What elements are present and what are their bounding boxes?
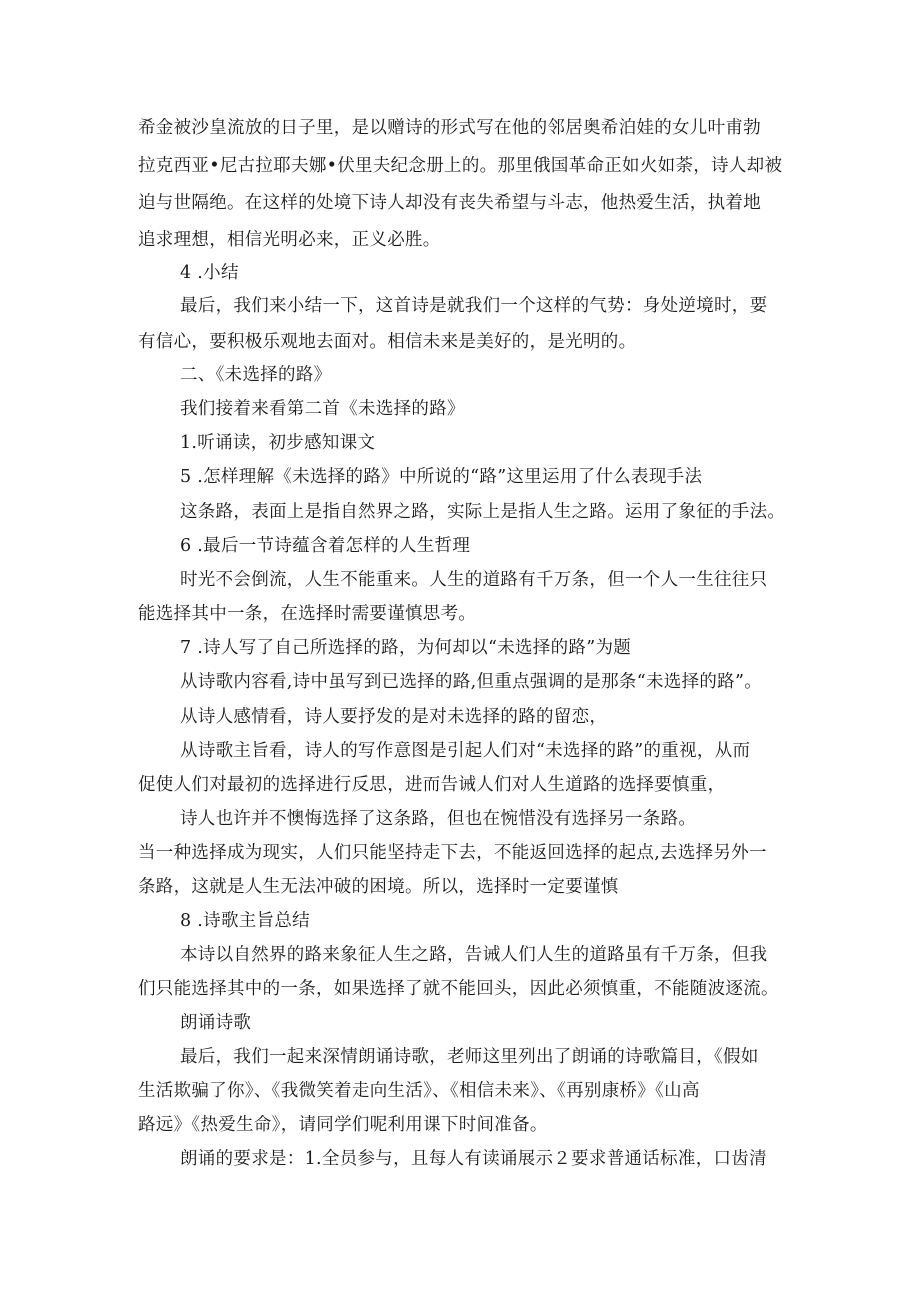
section-heading: 6 .最后一节诗蕴含着怎样的人生哲理 [180, 536, 471, 556]
text-line: 这条路，表面上是指自然界之路，实际上是指人生之路。运用了象征的手法。 [180, 502, 786, 522]
text-line: 有信心，要积极乐观地去面对。相信未来是美好的，是光明的。 [138, 332, 637, 352]
text-line: 们只能选择其中的一条，如果选择了就不能回头，因此必须慎重，不能随波逐流。 [138, 979, 779, 999]
section-heading: 5 .怎样理解《未选择的路》中所说的“路”这里运用了什么表现手法 [180, 467, 703, 487]
text-line: 路远》《热爱生命》，请同学们呢利用课下时间准备。 [138, 1115, 548, 1135]
text-line: 生活欺骗了你》、《我微笑着走向生活》、《相信未来》、《再别康桥》《山高 [138, 1081, 700, 1101]
text-line: 促使人们对最初的选择进行反思，进而告诫人们对人生道路的选择要慎重， [138, 775, 726, 795]
section-heading: 8 .诗歌主旨总结 [180, 911, 310, 931]
text-line: 本诗以自然界的路来象征人生之路，告诫人们人生的道路虽有千万条，但我 [180, 945, 768, 965]
text-line: 最后，我们一起来深情朗诵诗歌，老师这里列出了朗诵的诗歌篇目，《假如 [180, 1047, 759, 1067]
section-heading: 二、《未选择的路》 [180, 365, 332, 385]
text-line: 迫与世隔绝。在这样的处境下诗人却没有丧失希望与斗志，他热爱生活，执着地 [138, 193, 761, 213]
text-line: 能选择其中一条，在选择时需要谨慎思考。 [138, 604, 477, 624]
text-line: 条路，这就是人生无法冲破的困境。所以，选择时一定要谨慎 [138, 877, 619, 897]
text-line: 希金被沙皇流放的日子里，是以赠诗的形式写在他的邻居奥希泊娃的女儿叶甫勃 [138, 118, 761, 138]
text-line: 拉克西亚•尼古拉耶夫娜•伏里夫纪念册上的。那里俄国革命正如火如荼，诗人却被 [138, 156, 783, 176]
text-line: 时光不会倒流，人生不能重来。人生的道路有千万条，但一个人一生往往只 [180, 570, 768, 590]
text-line: 我们接着来看第二首《未选择的路》 [180, 399, 465, 419]
text-line: 诗人也许并不懊悔选择了这条路，但也在惋惜没有选择另一条路。 [180, 809, 697, 829]
section-heading: 7 .诗人写了自己所选择的路，为何却以“未选择的路”为题 [180, 638, 632, 658]
text-line: 最后，我们来小结一下，这首诗是就我们一个这样的气势：身处逆境时，要 [180, 296, 768, 316]
text-line: 追求理想，相信光明必来，正义必胜。 [138, 230, 441, 250]
text-line: 从诗歌内容看,诗中虽写到已选择的路,但重点强调的是那条“未选择的路”。 [180, 672, 763, 692]
text-line: 当一种选择成为现实，人们只能坚持走下去，不能返回选择的起点,去选择另外一 [138, 843, 767, 863]
text-line: 朗诵的要求是：1.全员参与，且每人有读诵展示２要求普通话标准，口齿清 [180, 1149, 767, 1169]
section-heading: 朗诵诗歌 [180, 1013, 252, 1033]
text-line: 从诗歌主旨看，诗人的写作意图是引起人们对“未选择的路”的重视，从而 [180, 741, 751, 761]
text-line: 从诗人感情看，诗人要抒发的是对未选择的路的留恋， [180, 707, 608, 727]
section-heading: 1.听诵读，初步感知课文 [180, 433, 376, 453]
section-heading: 4 .小结 [180, 263, 239, 283]
